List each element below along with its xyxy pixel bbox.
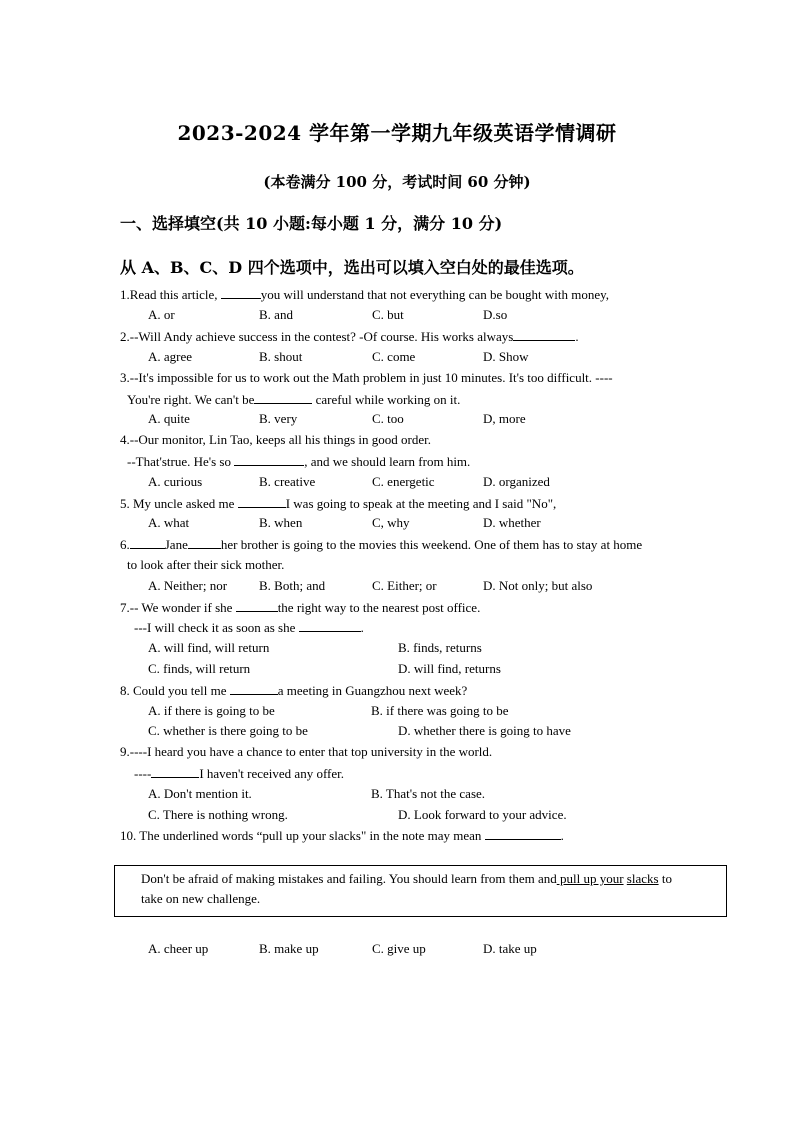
note-line-2: take on new challenge. (141, 891, 261, 906)
question-1 (120, 286, 609, 303)
question-2 (120, 328, 579, 345)
underlined-phrase: pull up your (556, 871, 624, 886)
answer-blank[interactable] (485, 827, 561, 840)
option-a[interactable]: A. cheer up (148, 941, 209, 956)
question-text: ---- (134, 766, 152, 781)
question-text: you will understand that not everything can be bought with money, (260, 287, 610, 302)
answer-blank[interactable] (188, 536, 221, 549)
option-b[interactable]: B. creative (259, 474, 316, 489)
note-text: Don't be afraid of making mistakes and failing. You should learn from them and (141, 871, 557, 886)
option-c[interactable]: C. energetic (372, 474, 435, 489)
note-box (114, 865, 727, 917)
option-d[interactable]: D. whether (483, 515, 541, 530)
question-text: 1.Read this article, (120, 287, 221, 302)
question-text: 10. The underlined words “pull up your slacks" in the note may mean (120, 828, 485, 843)
option-d[interactable]: D. organized (483, 474, 550, 489)
option-a[interactable]: A. quite (148, 411, 190, 426)
option-b[interactable]: B. make up (259, 941, 319, 956)
question-8 (120, 682, 467, 699)
question-text: 2.--Will Andy achieve success in the contest? -Of course. His works always (120, 329, 514, 344)
option-d[interactable]: D, more (483, 411, 526, 426)
question-text: I haven't received any offer. (199, 766, 344, 781)
option-c[interactable]: C. There is nothing wrong. (148, 807, 288, 822)
option-c[interactable]: C. whether is there going to be (148, 723, 308, 738)
option-d[interactable]: D. take up (483, 941, 537, 956)
note-line-1 (141, 871, 672, 887)
question-text: I was going to speak at the meeting and I said "No", (285, 496, 557, 511)
option-a[interactable]: A. agree (148, 349, 193, 364)
question-text: . (360, 620, 364, 635)
question-text: 5. My uncle asked me (120, 496, 238, 511)
question-3-line-2 (127, 391, 460, 408)
question-text: careful while working on it. (312, 392, 461, 407)
question-text: Jane (164, 537, 188, 552)
option-d[interactable]: D. Look forward to your advice. (398, 807, 567, 822)
question-text: --That'strue. He's so (127, 454, 235, 469)
option-b[interactable]: B. when (259, 515, 303, 530)
question-text: the right way to the nearest post office. (277, 600, 481, 615)
answer-blank[interactable] (130, 536, 165, 549)
question-text: . (560, 828, 564, 843)
option-d[interactable]: D. Show (483, 349, 529, 364)
question-3: 3.--It's impossible for us to work out the Math problem in just 10 minutes. It's too difficult. ---- (120, 370, 613, 385)
question-6 (120, 536, 642, 553)
option-c[interactable]: C. give up (372, 941, 426, 956)
option-b[interactable]: B. shout (259, 349, 303, 364)
option-c[interactable]: C. too (372, 411, 404, 426)
question-9: 9.----I heard you have a chance to enter that top university in the world. (120, 744, 493, 759)
question-9-line-2 (134, 765, 344, 782)
question-text: 8. Could you tell me (120, 683, 230, 698)
option-c[interactable]: C, why (372, 515, 410, 530)
option-c[interactable]: C. but (372, 307, 404, 322)
question-5 (120, 495, 556, 512)
question-text: , and we should learn from him. (304, 454, 471, 469)
answer-blank[interactable] (513, 328, 575, 341)
option-a[interactable]: A. curious (148, 474, 203, 489)
option-d[interactable]: D. whether there is going to have (398, 723, 571, 738)
answer-blank[interactable] (234, 453, 304, 466)
answer-blank[interactable] (238, 495, 286, 508)
option-c[interactable]: C. come (372, 349, 416, 364)
page-title: 2023-2024 学年第一学期九年级英语学情调研 (177, 121, 617, 145)
option-a[interactable]: A. or (148, 307, 175, 322)
page-subtitle: (本卷满分 100 分，考试时间 60 分钟) (263, 173, 531, 191)
answer-blank[interactable] (236, 599, 278, 612)
underlined-phrase: slacks (626, 871, 659, 886)
question-text: You're right. We can't be (127, 392, 255, 407)
option-a[interactable]: A. Neither; nor (148, 578, 228, 593)
option-d[interactable]: D. will find, returns (398, 661, 501, 676)
question-4-line-2 (127, 453, 470, 470)
question-4: 4.--Our monitor, Lin Tao, keeps all his things in good order. (120, 432, 432, 447)
question-text: 6. (120, 537, 130, 552)
option-b[interactable]: B. and (259, 307, 293, 322)
note-text: to (658, 871, 672, 886)
question-text: a meeting in Guangzhou next week? (277, 683, 468, 698)
option-c[interactable]: C. finds, will return (148, 661, 251, 676)
option-a[interactable]: A. if there is going to be (148, 703, 275, 718)
question-10 (120, 827, 564, 844)
option-d[interactable]: D.so (483, 307, 508, 322)
answer-blank[interactable] (151, 765, 199, 778)
answer-blank[interactable] (299, 619, 361, 632)
question-text: ---I will check it as soon as she (134, 620, 299, 635)
question-text: . (575, 329, 579, 344)
option-b[interactable]: B. Both; and (259, 578, 326, 593)
option-a[interactable]: A. what (148, 515, 190, 530)
option-c[interactable]: C. Either; or (372, 578, 437, 593)
question-text: her brother is going to the movies this weekend. One of them has to stay at home (220, 537, 643, 552)
option-b[interactable]: B. if there was going to be (371, 703, 509, 718)
answer-blank[interactable] (230, 682, 278, 695)
option-b[interactable]: B. very (259, 411, 298, 426)
answer-blank[interactable] (221, 286, 261, 299)
question-6-line-2: to look after their sick mother. (127, 557, 285, 572)
question-7 (120, 599, 480, 616)
question-7-line-2 (134, 619, 364, 636)
option-a[interactable]: A. Don't mention it. (148, 786, 252, 801)
option-b[interactable]: B. finds, returns (398, 640, 482, 655)
option-d[interactable]: D. Not only; but also (483, 578, 593, 593)
answer-blank[interactable] (254, 391, 312, 404)
question-text: 7.-- We wonder if she (120, 600, 236, 615)
option-b[interactable]: B. That's not the case. (371, 786, 486, 801)
option-a[interactable]: A. will find, will return (148, 640, 270, 655)
instruction: 从 A、B、C、D 四个选项中，选出可以填入空白处的最佳选项。 (120, 258, 584, 277)
section-heading: 一、选择填空(共 10 小题:每小题 1 分，满分 10 分) (120, 214, 503, 233)
